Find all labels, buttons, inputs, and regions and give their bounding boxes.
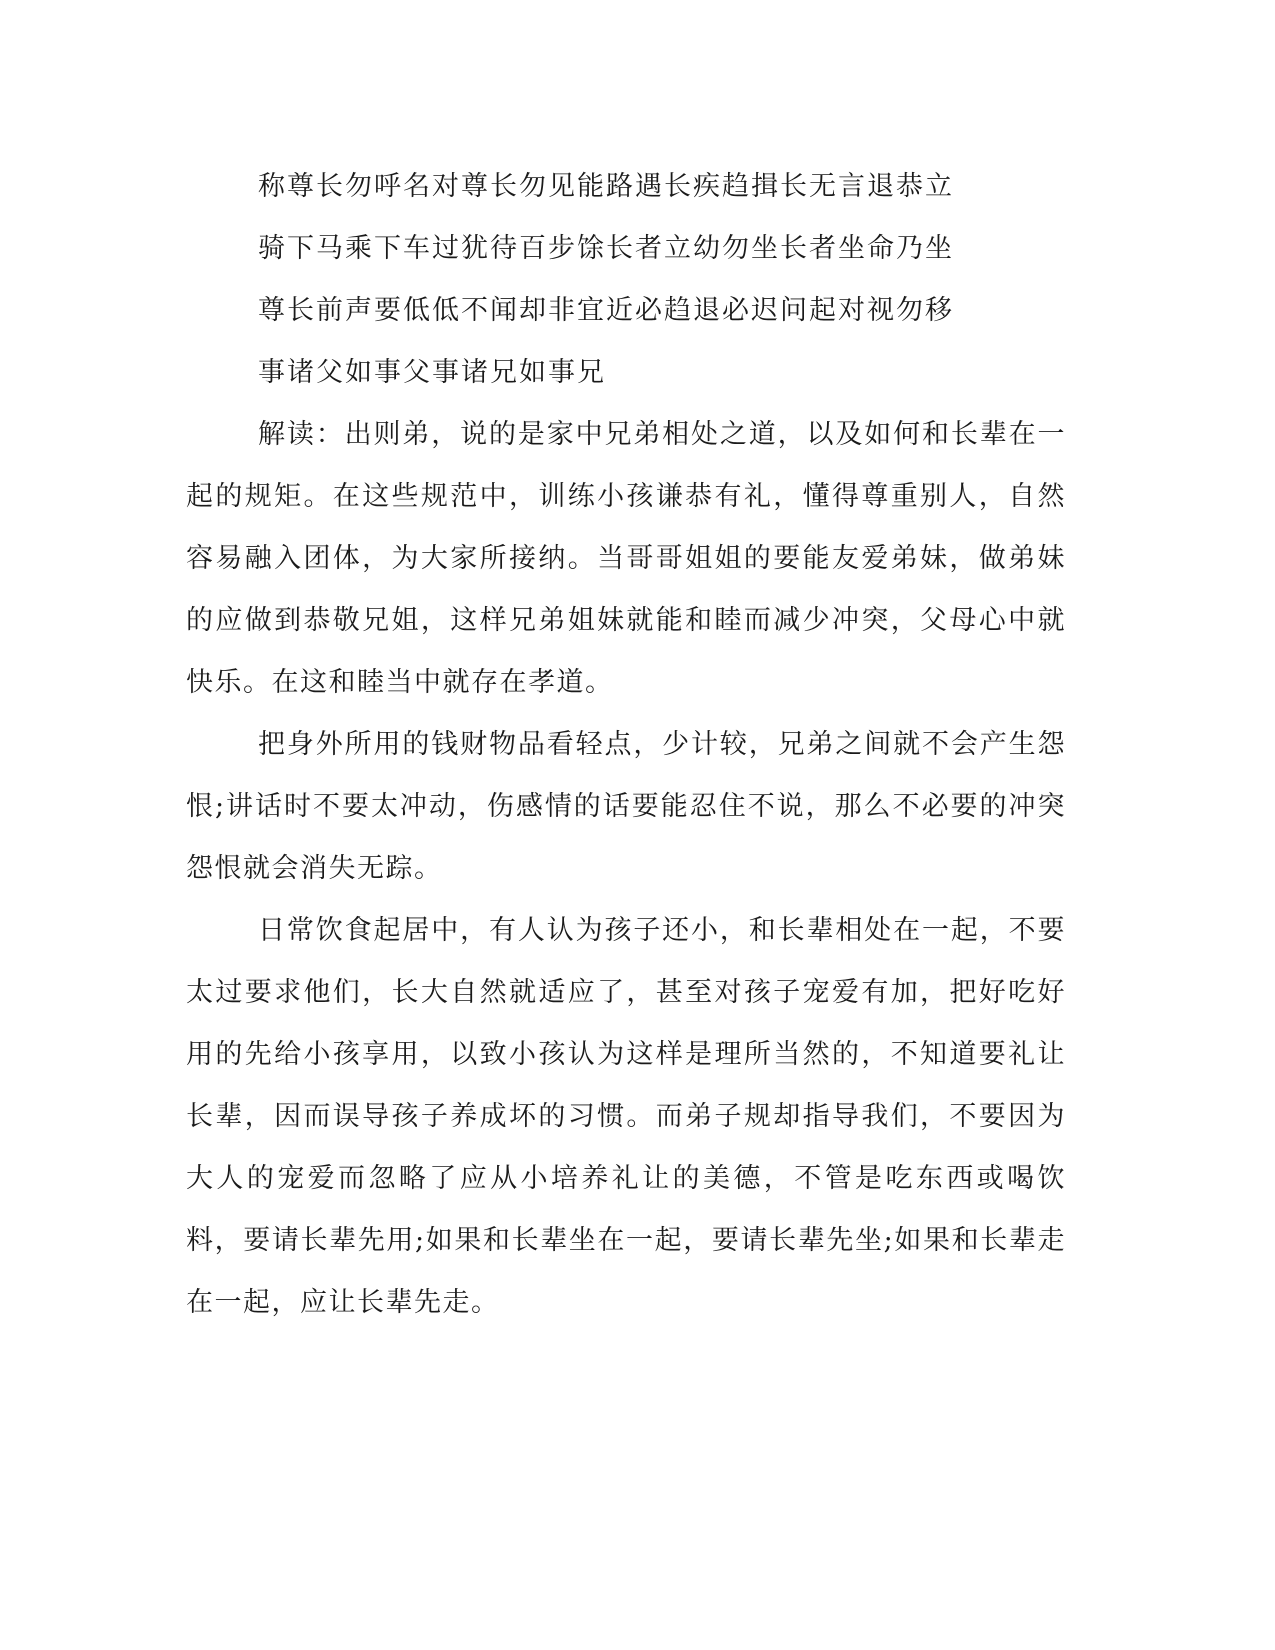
verse-line: 事诸父如事父事诸兄如事兄 (258, 357, 606, 388)
body-paragraph: 把身外所用的钱财物品看轻点，少计较，兄弟之间就不会产生怨恨;讲话时不要太冲动，伤感情的话要能忍住不说，那么不必要的冲突怨恨就会消失无踪。 (186, 729, 1066, 884)
verse-line: 骑下马乘下车过犹待百步馀长者立幼勿坐长者坐命乃坐 (258, 233, 954, 264)
interpretation-paragraph: 解读：出则弟，说的是家中兄弟相处之道，以及如何和长辈在一起的规矩。在这些规范中，训练小孩谦恭有礼，懂得尊重别人，自然容易融入团体，为大家所接纳。当哥哥姐姐的要能友爱弟妹，做弟妹的应做到恭敬兄姐，这样兄弟姐妹就能和睦而减少冲突，父母心中就快乐。在这和睦当中就存在孝道。 (186, 419, 1066, 698)
verse-line: 尊长前声要低低不闻却非宜近必趋退必迟问起对视勿移 (258, 295, 954, 326)
verse-line: 称尊长勿呼名对尊长勿见能路遇长疾趋揖长无言退恭立 (258, 171, 954, 202)
document-body (186, 156, 1066, 1334)
body-paragraph: 日常饮食起居中，有人认为孩子还小，和长辈相处在一起，不要太过要求他们，长大自然就适应了，甚至对孩子宠爱有加，把好吃好用的先给小孩享用，以致小孩认为这样是理所当然的，不知道要礼让长辈，因而误导孩子养成坏的习惯。而弟子规却指导我们，不要因为大人的宠爱而忽略了应从小培养礼让的美德，不管是吃东西或喝饮料，要请长辈先用;如果和长辈坐在一起，要请长辈先坐;如果和长辈走在一起，应让长辈先走。 (186, 915, 1066, 1318)
